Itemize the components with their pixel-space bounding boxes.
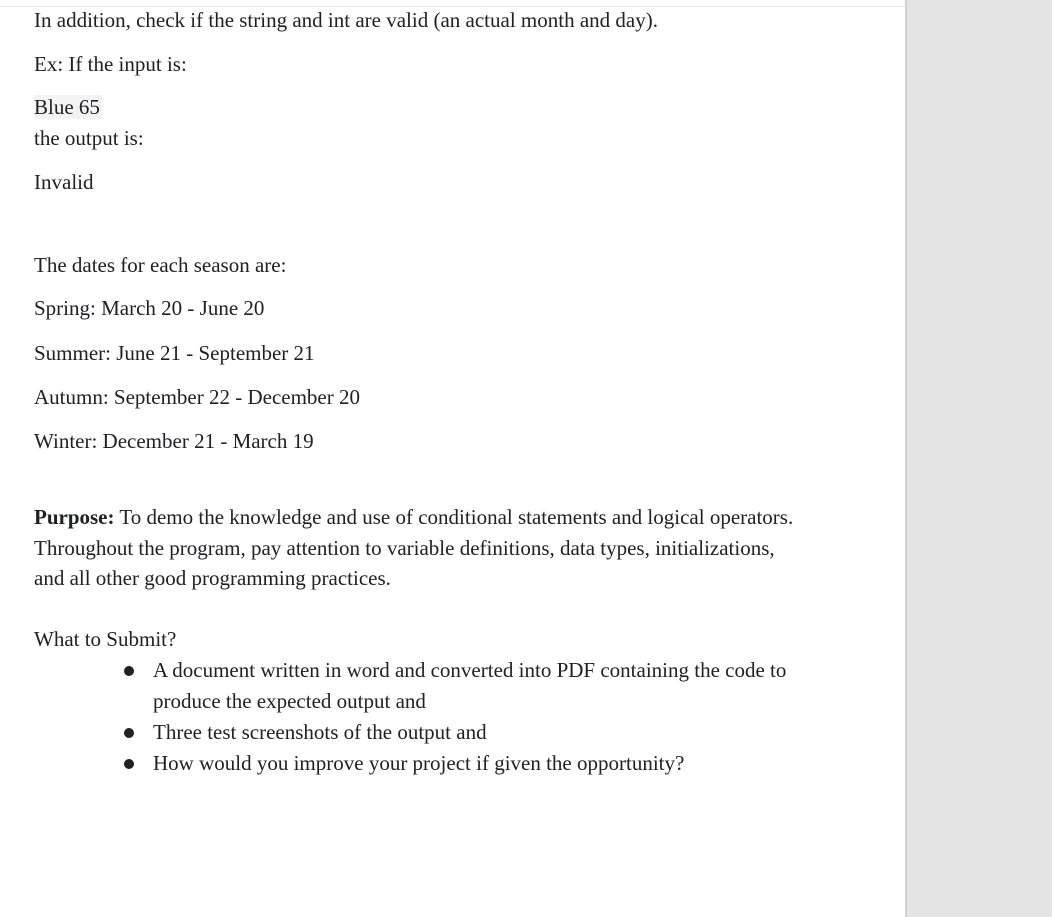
output-label: the output is:	[34, 126, 144, 150]
submit-list	[0, 655, 880, 779]
example-label: Ex: If the input is:	[34, 52, 187, 76]
submit-item-text: Three test screenshots of the output and	[153, 720, 487, 744]
side-panel-background	[905, 0, 1052, 917]
submit-item-text: How would you improve your project if given the opportunity?	[153, 751, 685, 775]
example-input: Blue 65	[34, 95, 100, 119]
purpose-label: Purpose:	[34, 505, 115, 529]
submit-item-text: A document written in word and converted into PDF containing the code to produce the expected output and	[153, 658, 787, 713]
purpose-text: To demo the knowledge and use of conditional statements and logical operators. Throughout the program, pay attention to variable definitions, data types, initializations, and all other good programming practices.	[34, 505, 794, 590]
intro-line: In addition, check if the string and int are valid (an actual month and day).	[34, 8, 658, 32]
list-item	[0, 655, 793, 717]
season-summer: Summer: June 21 - September 21	[34, 341, 315, 365]
bullet-icon	[124, 666, 134, 676]
season-spring: Spring: March 20 - June 20	[34, 296, 265, 320]
list-item	[0, 717, 793, 748]
submit-heading: What to Submit?	[34, 627, 177, 651]
bullet-icon	[124, 728, 134, 738]
season-heading: The dates for each season are:	[34, 253, 287, 277]
season-winter: Winter: December 21 - March 19	[34, 429, 314, 453]
bullet-icon	[124, 759, 134, 769]
list-item	[0, 748, 793, 779]
season-autumn: Autumn: September 22 - December 20	[34, 385, 360, 409]
purpose-paragraph	[34, 502, 794, 594]
example-output: Invalid	[34, 170, 94, 194]
